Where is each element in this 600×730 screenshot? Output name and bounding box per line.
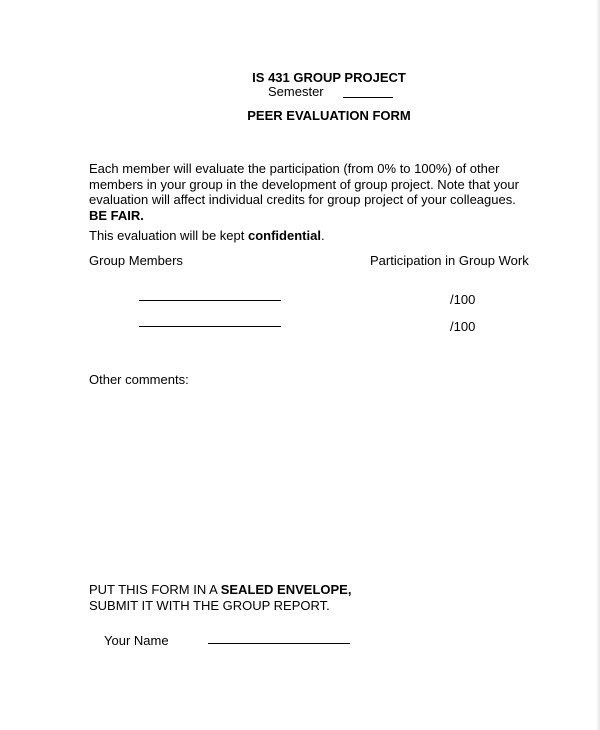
- your-name-label: Your Name: [104, 633, 169, 648]
- comments-label: Other comments:: [89, 372, 189, 387]
- intro-line-3: evaluation will affect individual credits for group project of your colleagues.: [89, 192, 516, 207]
- project-title: IS 431 GROUP PROJECT: [252, 70, 406, 85]
- confidential-prefix: This evaluation will be kept: [89, 228, 248, 243]
- column-header-members: Group Members: [89, 253, 183, 268]
- instruction-prefix: PUT THIS FORM IN A: [89, 582, 221, 597]
- member-name-blank-2[interactable]: [139, 326, 281, 327]
- semester-label: Semester: [268, 84, 324, 99]
- instruction-line-1: [89, 582, 351, 598]
- member-name-blank-1[interactable]: [139, 300, 281, 301]
- form-title: PEER EVALUATION FORM: [247, 108, 411, 123]
- score-field-2[interactable]: /100: [450, 319, 476, 334]
- your-name-blank[interactable]: [208, 643, 350, 644]
- instruction-emphasis: SEALED ENVELOPE,: [220, 582, 352, 597]
- confidential-emphasis: confidential: [247, 228, 321, 243]
- page-edge-shadow: [596, 0, 600, 730]
- intro-line-2: members in your group in the development of group project. Note that your: [89, 176, 519, 192]
- confidential-suffix: .: [320, 228, 325, 243]
- submission-instruction: [89, 582, 351, 613]
- intro-line-1: Each member will evaluate the participation (from 0% to 100%) of other: [89, 161, 500, 176]
- instruction-line-2: SUBMIT IT WITH THE GROUP REPORT.: [89, 597, 330, 613]
- confidential-notice: [89, 228, 325, 243]
- intro-paragraph: [89, 161, 549, 223]
- be-fair-text: BE FAIR.: [89, 207, 144, 223]
- semester-blank-line: [343, 97, 393, 98]
- score-field-1[interactable]: /100: [450, 292, 476, 307]
- column-header-participation: Participation in Group Work: [370, 253, 529, 268]
